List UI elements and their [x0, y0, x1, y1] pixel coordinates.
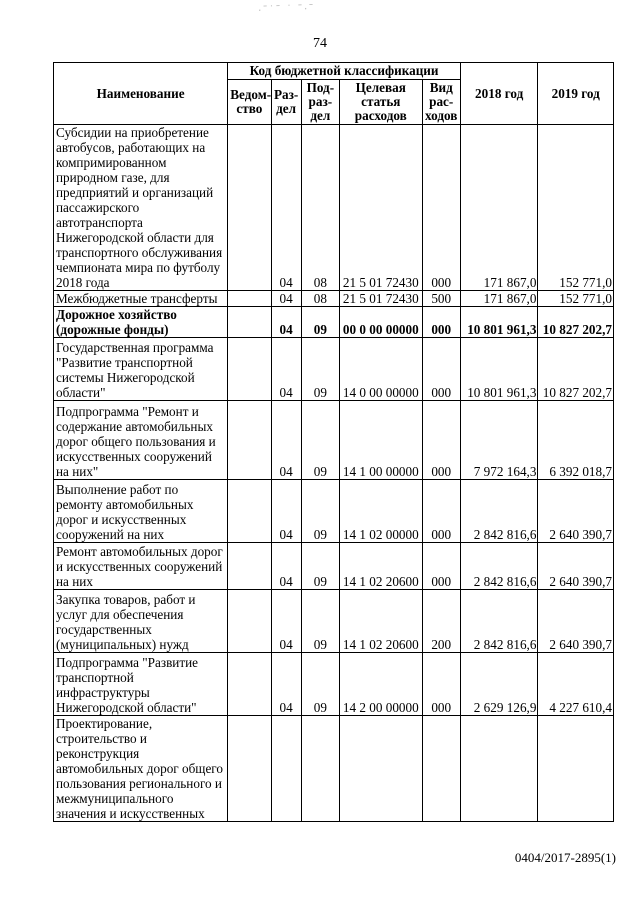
- cell-tselevaya: 14 1 02 20600: [339, 590, 422, 653]
- cell-podrazdel: 09: [301, 480, 339, 543]
- cell-ved: [228, 543, 271, 590]
- cell-2018: 171 867,0: [460, 125, 538, 291]
- cell-tselevaya: 21 5 01 72430: [339, 125, 422, 291]
- cell-podrazdel: 08: [301, 125, 339, 291]
- cell-name: Государственная программа "Развитие транспортной системы Нижегородской области": [54, 338, 228, 401]
- cell-podrazdel: 09: [301, 401, 339, 480]
- cell-ved: [228, 590, 271, 653]
- cell-ved: [228, 716, 271, 822]
- cell-vid: 000: [422, 125, 460, 291]
- budget-table: [53, 62, 614, 822]
- cell-2019: 152 771,0: [538, 291, 614, 307]
- cell-vid: 000: [422, 653, 460, 716]
- cell-vid: 500: [422, 291, 460, 307]
- cell-2019: 152 771,0: [538, 125, 614, 291]
- cell-podrazdel: 09: [301, 543, 339, 590]
- cell-razdel: 04: [271, 653, 301, 716]
- cell-razdel: 04: [271, 338, 301, 401]
- header-name: Наименование: [54, 63, 228, 125]
- cell-vid: 000: [422, 307, 460, 338]
- cell-name: Ремонт автомобильных дорог и искусственных сооружений на них: [54, 543, 228, 590]
- cell-2018: [460, 716, 538, 822]
- cell-razdel: 04: [271, 590, 301, 653]
- header-podrazdel: Под- раз- дел: [301, 80, 339, 125]
- cell-2019: 2 640 390,7: [538, 480, 614, 543]
- cell-ved: [228, 291, 271, 307]
- cell-razdel: 04: [271, 307, 301, 338]
- cell-2019: 10 827 202,7: [538, 338, 614, 401]
- table-row: [54, 401, 614, 480]
- cell-tselevaya: 14 1 02 00000: [339, 480, 422, 543]
- cell-name: Проектирование, строительство и реконструкция автомобильных дорог общего пользования регионального и межмуниципального значения и искусственных: [54, 716, 228, 822]
- cell-podrazdel: 09: [301, 653, 339, 716]
- cell-vid: 000: [422, 480, 460, 543]
- table-row: [54, 291, 614, 307]
- table-row: [54, 716, 614, 822]
- table-row: [54, 590, 614, 653]
- cell-2018: 10 801 961,3: [460, 338, 538, 401]
- cell-2018: 2 842 816,6: [460, 480, 538, 543]
- cell-tselevaya: [339, 716, 422, 822]
- cell-name: Подпрограмма "Развитие транспортной инфраструктуры Нижегородской области": [54, 653, 228, 716]
- cell-2018: 2 842 816,6: [460, 543, 538, 590]
- cell-vid: 200: [422, 590, 460, 653]
- table-row: [54, 480, 614, 543]
- cell-name: Выполнение работ по ремонту автомобильных дорог и искусственных сооружений на них: [54, 480, 228, 543]
- cell-name: Закупка товаров, работ и услуг для обеспечения государственных (муниципальных) нужд: [54, 590, 228, 653]
- cell-podrazdel: 09: [301, 590, 339, 653]
- document-id: 0404/2017-2895(1): [514, 850, 616, 865]
- cell-razdel: [271, 716, 301, 822]
- cell-2019: 6 392 018,7: [538, 401, 614, 480]
- cell-vid: 000: [422, 338, 460, 401]
- cell-razdel: 04: [271, 401, 301, 480]
- cell-tselevaya: 00 0 00 00000: [339, 307, 422, 338]
- cell-tselevaya: 14 0 00 00000: [339, 338, 422, 401]
- cell-2019: 2 640 390,7: [538, 590, 614, 653]
- cell-ved: [228, 480, 271, 543]
- cell-podrazdel: [301, 716, 339, 822]
- cell-razdel: 04: [271, 480, 301, 543]
- cell-tselevaya: 14 2 00 00000: [339, 653, 422, 716]
- cell-razdel: 04: [271, 125, 301, 291]
- header-razdel: Раз- дел: [271, 80, 301, 125]
- cell-name: Межбюджетные трансферты: [54, 291, 228, 307]
- cell-2019: 2 640 390,7: [538, 543, 614, 590]
- header-ved: Ведом- ство: [228, 80, 271, 125]
- cell-razdel: 04: [271, 543, 301, 590]
- header-vid: Вид рас- ходов: [422, 80, 460, 125]
- cell-podrazdel: 09: [301, 307, 339, 338]
- table-row: [54, 653, 614, 716]
- header-2019: 2019 год: [538, 63, 614, 125]
- cell-ved: [228, 401, 271, 480]
- page-number: 74: [313, 36, 327, 51]
- cell-ved: [228, 125, 271, 291]
- cell-vid: 000: [422, 401, 460, 480]
- cell-vid: [422, 716, 460, 822]
- cell-2019: 4 227 610,4: [538, 653, 614, 716]
- table-row: [54, 338, 614, 401]
- cell-name: Подпрограмма "Ремонт и содержание автомобильных дорог общего пользования и искусственных сооружений на них": [54, 401, 228, 480]
- cell-ved: [228, 307, 271, 338]
- cell-razdel: 04: [271, 291, 301, 307]
- table-row: [54, 307, 614, 338]
- cell-ved: [228, 338, 271, 401]
- cell-tselevaya: 14 1 02 20600: [339, 543, 422, 590]
- cell-name: Дорожное хозяйство (дорожные фонды): [54, 307, 228, 338]
- header-code-group: Код бюджетной классификации: [228, 63, 461, 80]
- header-tselevaya: Целевая статья расходов: [339, 80, 422, 125]
- cell-2019: 10 827 202,7: [538, 307, 614, 338]
- table-row: [54, 543, 614, 590]
- cell-2018: 2 842 816,6: [460, 590, 538, 653]
- cell-2018: 171 867,0: [460, 291, 538, 307]
- cell-podrazdel: 09: [301, 338, 339, 401]
- faint-stamp: ·ˉ˙ˉ ˙ ˉ·ˉ: [257, 2, 316, 18]
- cell-2019: [538, 716, 614, 822]
- cell-tselevaya: 14 1 00 00000: [339, 401, 422, 480]
- cell-vid: 000: [422, 543, 460, 590]
- cell-2018: 10 801 961,3: [460, 307, 538, 338]
- cell-tselevaya: 21 5 01 72430: [339, 291, 422, 307]
- cell-name: Субсидии на приобретение автобусов, работающих на компримированном природном газе, для предприятий и организаций пассажирского автотранспорта Нижегородской области для транспортного обслуживания чемпионата мира по футболу 2018 года: [54, 125, 228, 291]
- header-2018: 2018 год: [460, 63, 538, 125]
- table-body: [54, 125, 614, 822]
- cell-ved: [228, 653, 271, 716]
- cell-2018: 2 629 126,9: [460, 653, 538, 716]
- cell-2018: 7 972 164,3: [460, 401, 538, 480]
- table-row: [54, 125, 614, 291]
- cell-podrazdel: 08: [301, 291, 339, 307]
